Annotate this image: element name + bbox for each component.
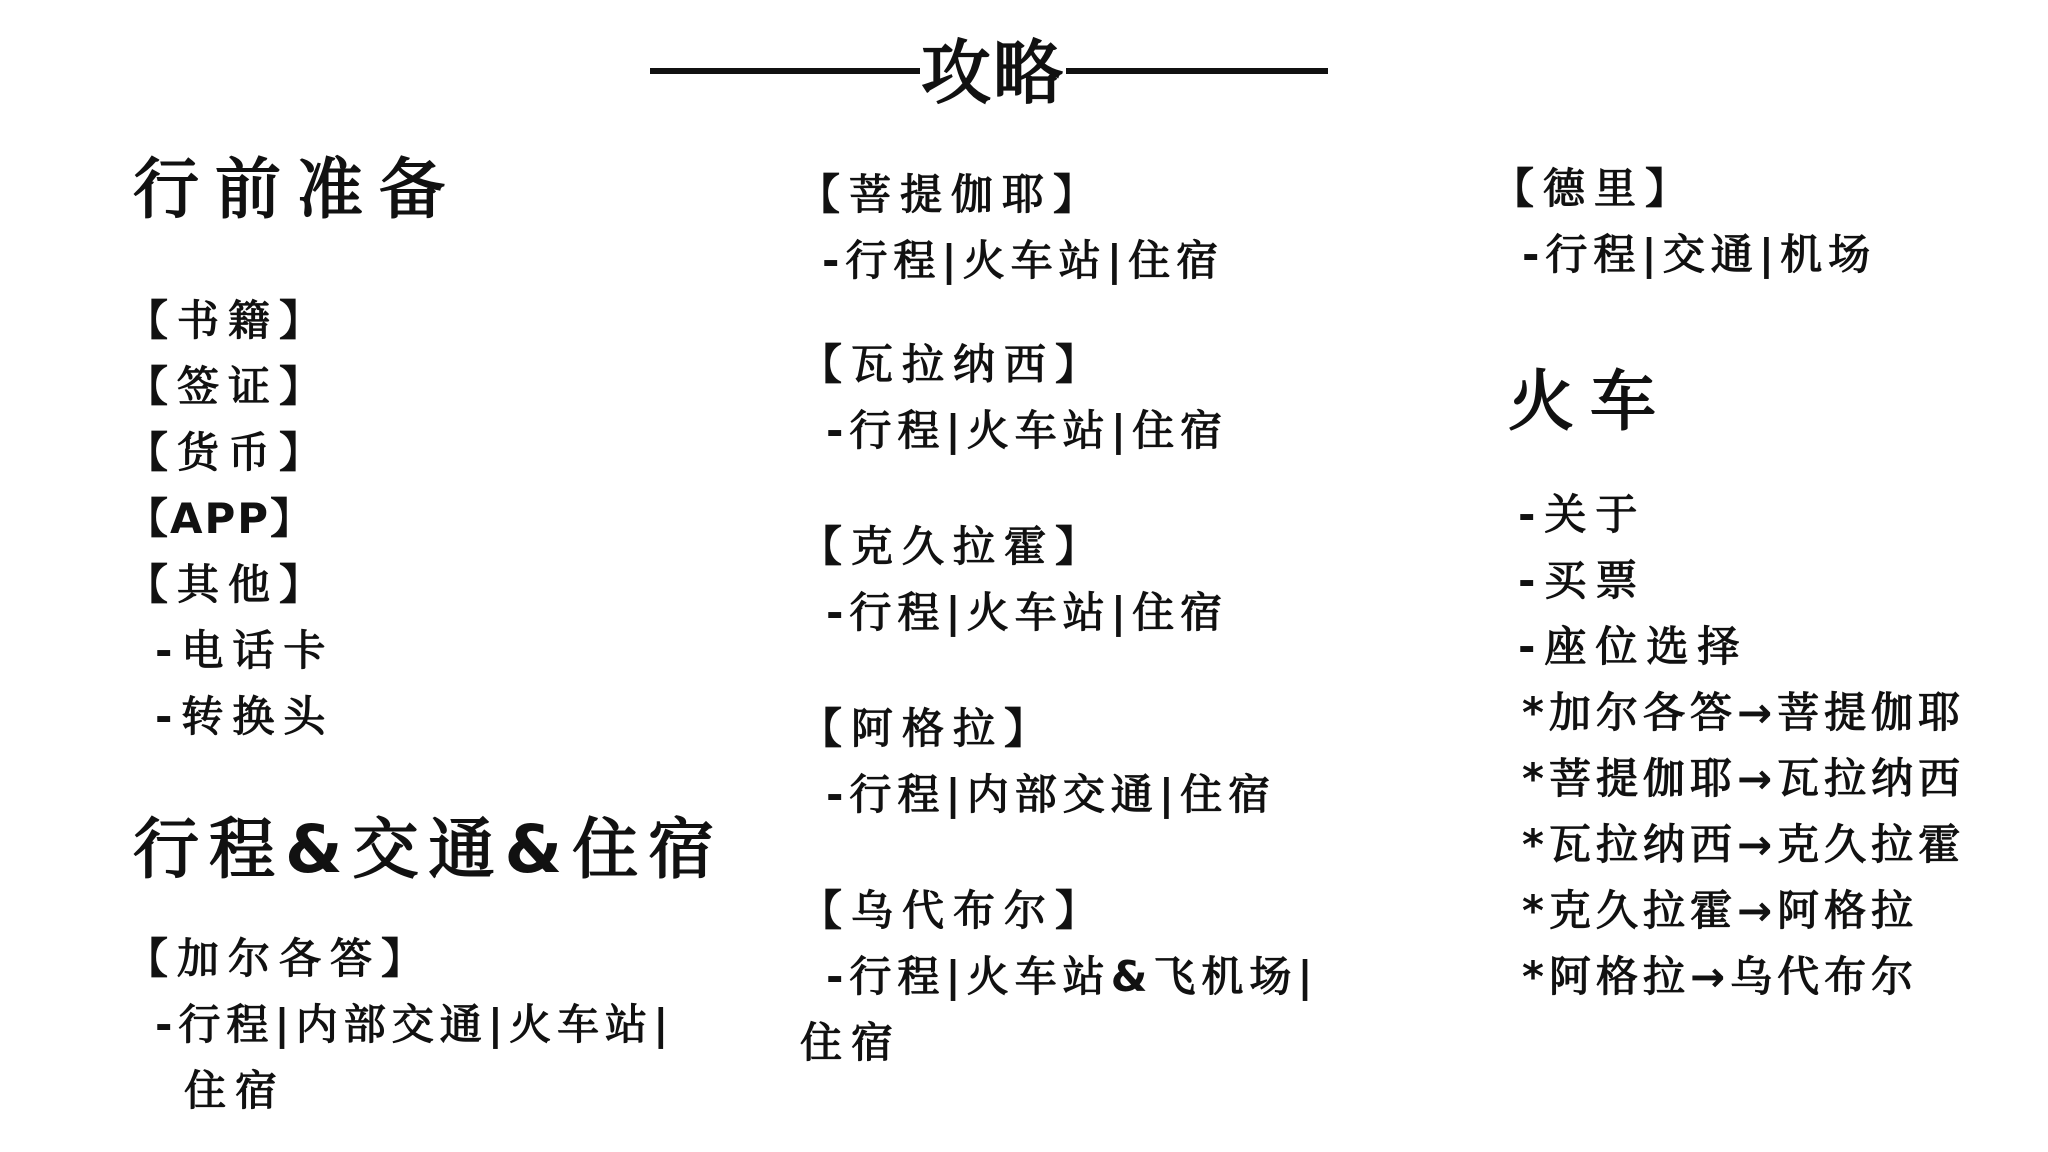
city-udaipur-detail: -行程|火车站&飞机场| — [826, 952, 1319, 1001]
prep-item-app[interactable]: 【APP】 — [126, 494, 315, 543]
city-delhi-detail: -行程|交通|机场 — [1522, 230, 1877, 279]
city-khajuraho-detail: -行程|火车站|住宿 — [826, 588, 1229, 637]
page-title-bar — [650, 28, 1328, 118]
prep-item-other[interactable]: 【其他】 — [126, 560, 331, 609]
train-item-seat-selection[interactable]: -座位选择 — [1518, 622, 1749, 671]
city-delhi[interactable]: 【德里】 — [1492, 164, 1697, 213]
prep-item-visa[interactable]: 【签证】 — [126, 362, 331, 411]
city-bodhgaya-detail: -行程|火车站|住宿 — [822, 236, 1225, 285]
heading-preparation: 行前准备 — [133, 151, 461, 228]
city-kolkata[interactable]: 【加尔各答】 — [126, 934, 433, 983]
city-kolkata-detail-cont: 住宿 — [184, 1066, 287, 1115]
route-agra-udaipur[interactable]: *阿格拉→乌代布尔 — [1522, 952, 1919, 1001]
title-rule-left — [650, 68, 920, 74]
city-varanasi[interactable]: 【瓦拉纳西】 — [800, 340, 1107, 389]
city-bodhgaya[interactable]: 【菩提伽耶】 — [798, 170, 1105, 219]
city-khajuraho[interactable]: 【克久拉霍】 — [800, 522, 1107, 571]
title-rule-right — [1066, 68, 1328, 74]
train-item-tickets[interactable]: -买票 — [1518, 556, 1647, 605]
city-udaipur-detail-cont: 住宿 — [800, 1018, 903, 1067]
prep-item-books[interactable]: 【书籍】 — [126, 296, 331, 345]
route-bodhgaya-varanasi[interactable]: *菩提伽耶→瓦拉纳西 — [1522, 754, 1966, 803]
prep-item-currency[interactable]: 【货币】 — [126, 428, 331, 477]
heading-train: 火车 — [1508, 363, 1672, 440]
city-agra-detail: -行程|内部交通|住宿 — [826, 770, 1277, 819]
route-khajuraho-agra[interactable]: *克久拉霍→阿格拉 — [1522, 886, 1919, 935]
train-item-about[interactable]: -关于 — [1518, 490, 1647, 539]
page-title: 攻略 — [921, 32, 1065, 114]
route-varanasi-khajuraho[interactable]: *瓦拉纳西→克久拉霍 — [1522, 820, 1966, 869]
city-udaipur[interactable]: 【乌代布尔】 — [800, 886, 1107, 935]
city-varanasi-detail: -行程|火车站|住宿 — [826, 406, 1229, 455]
city-agra[interactable]: 【阿格拉】 — [800, 704, 1056, 753]
city-kolkata-detail: -行程|内部交通|火车站| — [155, 1000, 675, 1049]
other-subitem-adapter[interactable]: -转换头 — [155, 692, 335, 741]
route-kolkata-bodhgaya[interactable]: *加尔各答→菩提伽耶 — [1522, 688, 1966, 737]
heading-itinerary: 行程&交通&住宿 — [133, 811, 725, 888]
other-subitem-phone-card[interactable]: -电话卡 — [155, 626, 335, 675]
